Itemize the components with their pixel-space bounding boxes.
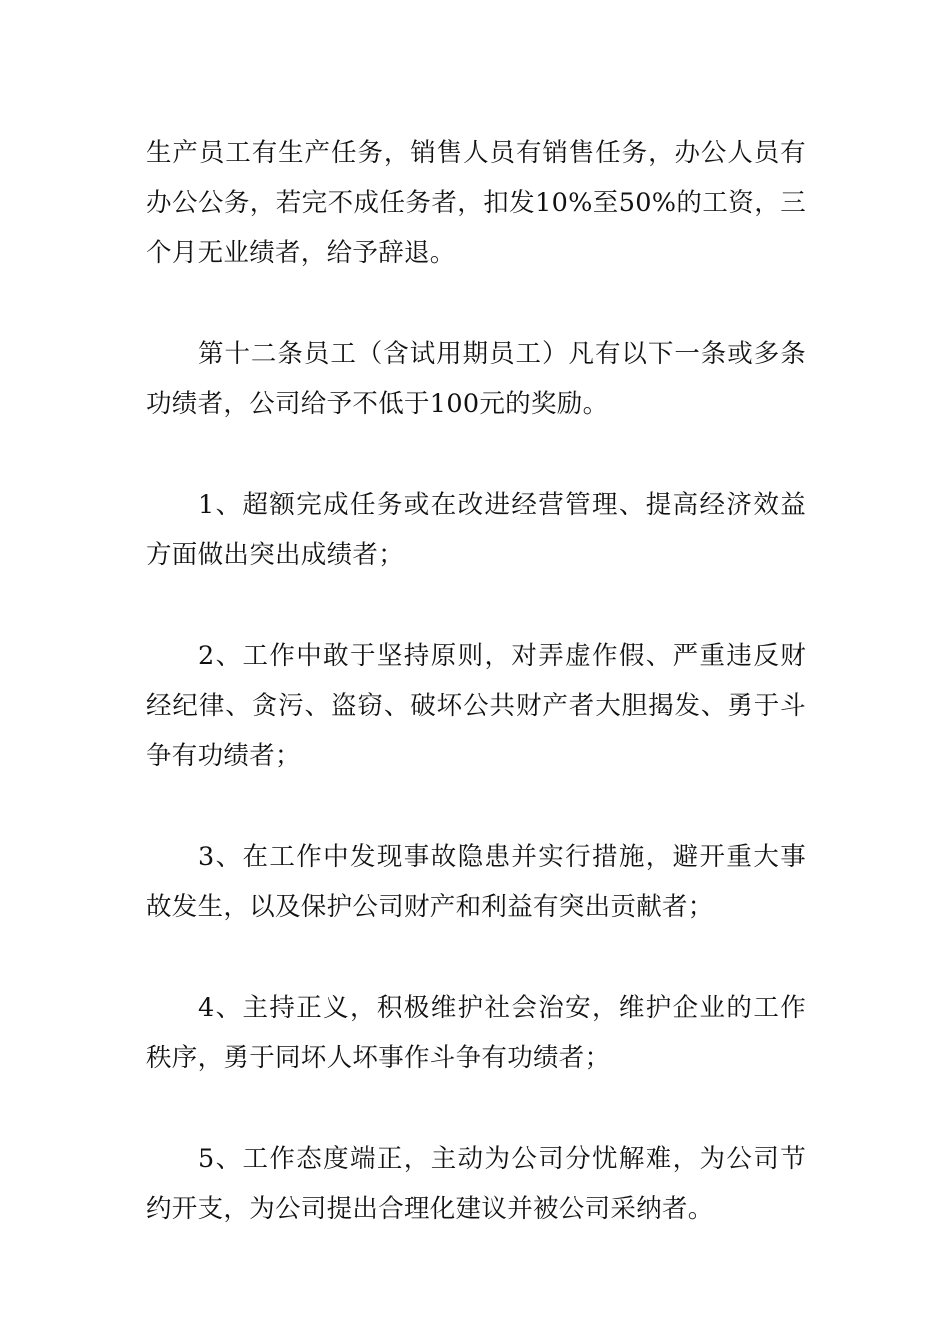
paragraph-article-12: 第十二条员工（含试用期员工）凡有以下一条或多条功绩者，公司给予不低于100元的奖励。 <box>146 339 806 419</box>
list-item-5: 5、工作态度端正，主动为公司分忧解难，为公司节约开支，为公司提出合理化建议并被公司采纳者。 <box>146 1144 806 1224</box>
list-item-3: 3、在工作中发现事故隐患并实行措施，避开重大事故发生，以及保护公司财产和利益有突出贡献者； <box>146 842 806 922</box>
list-item-1: 1、超额完成任务或在改进经营管理、提高经济效益方面做出突出成绩者； <box>146 490 806 570</box>
document-body <box>146 128 806 1234</box>
list-item-4: 4、主持正义，积极维护社会治安，维护企业的工作秩序，勇于同坏人坏事作斗争有功绩者； <box>146 993 806 1073</box>
paragraph-task-penalty: 生产员工有生产任务，销售人员有销售任务，办公人员有办公公务，若完不成任务者，扣发10%至50%的工资，三个月无业绩者，给予辞退。 <box>146 138 806 268</box>
list-item-2: 2、工作中敢于坚持原则，对弄虚作假、严重违反财经纪律、贪污、盗窃、破坏公共财产者大胆揭发、勇于斗争有功绩者； <box>146 641 806 771</box>
